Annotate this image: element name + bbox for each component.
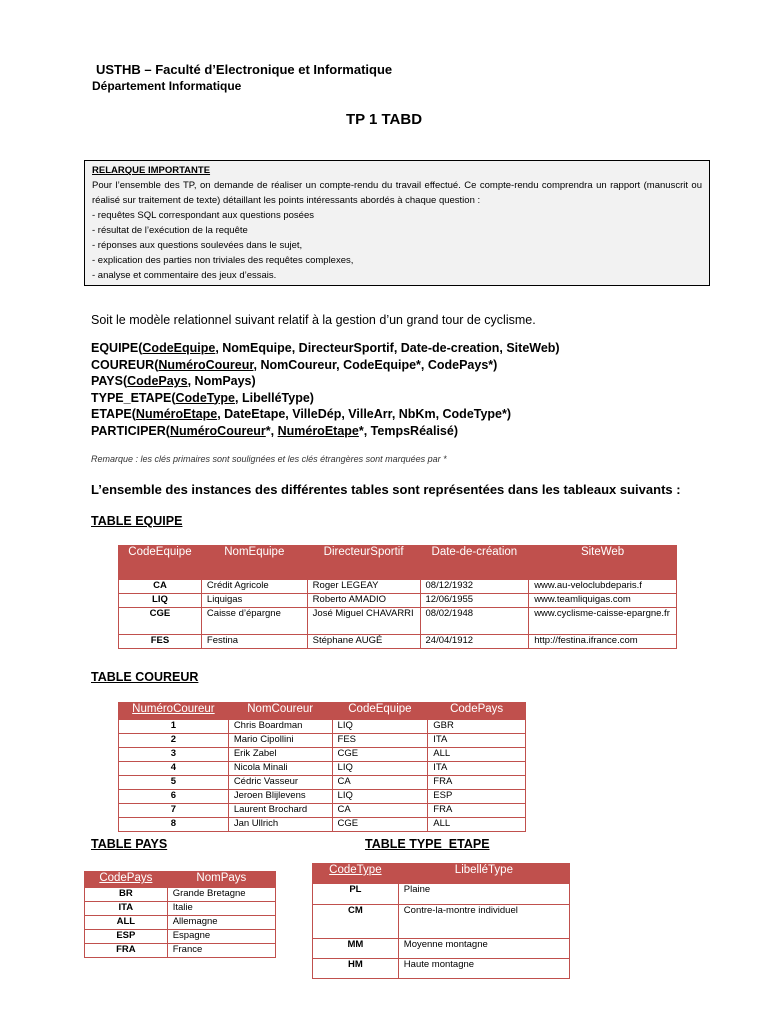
table-cell: CA bbox=[332, 804, 428, 818]
department-line: Département Informatique bbox=[92, 79, 242, 93]
schema-coureur bbox=[91, 357, 560, 374]
table-cell: FES bbox=[119, 635, 202, 649]
table-cell: 12/06/1955 bbox=[420, 594, 529, 608]
table-cell: Plaine bbox=[398, 884, 569, 905]
table-row bbox=[119, 748, 526, 762]
table-row bbox=[85, 888, 276, 902]
column-header: SiteWeb bbox=[529, 546, 677, 580]
table-row bbox=[313, 939, 570, 959]
column-header: CodeEquipe bbox=[119, 546, 202, 580]
relation-attributes: , LibelléType) bbox=[235, 390, 314, 405]
table-cell: LIQ bbox=[332, 720, 428, 734]
table-cell: FES bbox=[332, 734, 428, 748]
table-pays-label: TABLE PAYS bbox=[91, 837, 168, 851]
table-cell: MM bbox=[313, 939, 399, 959]
table-cell: José Miguel CHAVARRI bbox=[307, 608, 420, 635]
primary-key: NuméroEtape bbox=[135, 407, 218, 421]
table-cell: www.au-veloclubdeparis.f bbox=[529, 580, 677, 594]
remark-item: - explication des parties non triviales des requêtes complexes, bbox=[92, 255, 354, 266]
table-cell: FRA bbox=[428, 776, 526, 790]
relation-attributes: , NomEquipe, DirecteurSportif, Date-de-creation, SiteWeb) bbox=[215, 341, 560, 355]
column-header: CodeEquipe bbox=[332, 703, 428, 720]
faculty-line: USTHB – Faculté d’Electronique et Informatique bbox=[96, 62, 393, 77]
column-header: NuméroCoureur bbox=[119, 703, 229, 720]
table-row bbox=[119, 818, 526, 832]
table-cell: ITA bbox=[428, 734, 526, 748]
table-row bbox=[85, 902, 276, 916]
table-row bbox=[313, 884, 570, 905]
relation-attributes: , NomCoureur, CodeEquipe*, CodePays*) bbox=[253, 357, 498, 372]
table-cell: ALL bbox=[85, 916, 168, 930]
primary-key: NuméroEtape bbox=[277, 423, 359, 438]
schema-pays bbox=[91, 373, 560, 390]
document-title: TP 1 TABD bbox=[345, 111, 423, 128]
table-cell: Grande Bretagne bbox=[167, 888, 275, 902]
table-cell: 4 bbox=[119, 762, 229, 776]
table-cell: LIQ bbox=[332, 790, 428, 804]
table-cell: ALL bbox=[428, 818, 526, 832]
table-cell: 5 bbox=[119, 776, 229, 790]
table-equipe bbox=[118, 545, 677, 649]
table-header-row bbox=[313, 864, 570, 884]
intro-text: Soit le modèle relationnel suivant relatif à la gestion d’un grand tour de cyclisme. bbox=[91, 313, 536, 327]
table-equipe-label: TABLE EQUIPE bbox=[91, 514, 183, 528]
table-cell: GBR bbox=[428, 720, 526, 734]
column-header: NomPays bbox=[167, 872, 275, 888]
table-cell: Chris Boardman bbox=[228, 720, 332, 734]
table-type-etape bbox=[312, 863, 570, 979]
table-row bbox=[119, 734, 526, 748]
table-cell: Haute montagne bbox=[398, 959, 569, 979]
table-cell: 7 bbox=[119, 804, 229, 818]
schema-etape bbox=[91, 406, 560, 423]
tables-intro: L’ensemble des instances des différentes tables sont représentées dans les tableaux suivants : bbox=[91, 482, 681, 497]
table-cell: Stéphane AUGÉ bbox=[307, 635, 420, 649]
table-row bbox=[119, 594, 677, 608]
table-cell: Laurent Brochard bbox=[228, 804, 332, 818]
table-row bbox=[313, 905, 570, 939]
keys-note: Remarque : les clés primaires sont soulignées et les clés étrangères sont marquées par * bbox=[91, 454, 447, 464]
table-header-row bbox=[119, 703, 526, 720]
schema-type-etape bbox=[91, 390, 560, 407]
table-header-row bbox=[119, 546, 677, 580]
table-cell: LIQ bbox=[119, 594, 202, 608]
table-cell: Nicola Minali bbox=[228, 762, 332, 776]
table-cell: Jeroen Blijlevens bbox=[228, 790, 332, 804]
table-cell: http://festina.ifrance.com bbox=[529, 635, 677, 649]
table-row bbox=[119, 635, 677, 649]
column-header: DirecteurSportif bbox=[307, 546, 420, 580]
table-cell: PL bbox=[313, 884, 399, 905]
column-header: CodePays bbox=[85, 872, 168, 888]
table-cell: Roberto AMADIO bbox=[307, 594, 420, 608]
table-row bbox=[313, 959, 570, 979]
column-header: LibelléType bbox=[398, 864, 569, 884]
relation-attributes: , DateEtape, VilleDép, VilleArr, NbKm, CodeType*) bbox=[217, 407, 512, 421]
remark-item: - réponses aux questions soulevées dans le sujet, bbox=[92, 240, 303, 251]
table-row bbox=[119, 608, 677, 635]
table-cell: Cédric Vasseur bbox=[228, 776, 332, 790]
table-row bbox=[119, 580, 677, 594]
table-cell: Festina bbox=[201, 635, 307, 649]
table-cell: HM bbox=[313, 959, 399, 979]
table-cell: Mario Cipollini bbox=[228, 734, 332, 748]
table-pays bbox=[84, 871, 276, 958]
primary-key: CodeEquipe bbox=[142, 341, 216, 355]
table-cell: ALL bbox=[428, 748, 526, 762]
remark-paragraph: Pour l’ensemble des TP, on demande de réaliser un compte-rendu du travail effectué. Ce compte-rendu comprendra un rapport (manuscrit ou réalisé sur traitement de texte) détaillant les points intéressants abordés à chaque question : bbox=[92, 180, 702, 206]
table-cell: 6 bbox=[119, 790, 229, 804]
table-cell: FRA bbox=[85, 944, 168, 958]
table-cell: CGE bbox=[119, 608, 202, 635]
table-cell: CM bbox=[313, 905, 399, 939]
remark-item: - résultat de l’exécution de la requête bbox=[92, 225, 248, 236]
table-cell: 3 bbox=[119, 748, 229, 762]
table-cell: LIQ bbox=[332, 762, 428, 776]
table-cell: ITA bbox=[85, 902, 168, 916]
relation-name: ETAPE( bbox=[91, 407, 136, 421]
table-type-etape-label: TABLE TYPE_ETAPE bbox=[365, 837, 490, 851]
table-cell: France bbox=[167, 944, 275, 958]
table-cell: 8 bbox=[119, 818, 229, 832]
column-header: CodePays bbox=[428, 703, 526, 720]
table-cell: CGE bbox=[332, 818, 428, 832]
table-cell: 24/04/1912 bbox=[420, 635, 529, 649]
table-row bbox=[119, 720, 526, 734]
table-row bbox=[119, 762, 526, 776]
table-cell: CA bbox=[119, 580, 202, 594]
relation-name: TYPE_ETAPE( bbox=[91, 390, 176, 405]
relation-name: EQUIPE( bbox=[91, 341, 143, 355]
table-cell: FRA bbox=[428, 804, 526, 818]
primary-key: CodePays bbox=[127, 374, 188, 388]
table-cell: Espagne bbox=[167, 930, 275, 944]
table-cell: Erik Zabel bbox=[228, 748, 332, 762]
column-header: Date-de-création bbox=[420, 546, 529, 580]
relation-attributes: *, TempsRéalisé) bbox=[358, 423, 458, 438]
table-cell: Caisse d’épargne bbox=[201, 608, 307, 635]
schema-participer bbox=[91, 423, 560, 440]
table-cell: Italie bbox=[167, 902, 275, 916]
primary-key: NuméroCoureur bbox=[169, 423, 266, 438]
relation-attributes: , NomPays) bbox=[187, 374, 256, 388]
column-header: CodeType bbox=[313, 864, 399, 884]
relation-name: COUREUR( bbox=[91, 357, 159, 372]
table-cell: 08/02/1948 bbox=[420, 608, 529, 635]
remark-heading: RELARQUE IMPORTANTE bbox=[92, 165, 211, 176]
table-row bbox=[119, 790, 526, 804]
table-cell: ESP bbox=[428, 790, 526, 804]
table-row bbox=[85, 930, 276, 944]
table-cell: 08/12/1932 bbox=[420, 580, 529, 594]
relation-name: PAYS( bbox=[91, 374, 128, 388]
table-coureur bbox=[118, 702, 526, 832]
column-header: NomCoureur bbox=[228, 703, 332, 720]
table-row bbox=[119, 804, 526, 818]
table-row bbox=[85, 944, 276, 958]
table-cell: Roger LEGEAY bbox=[307, 580, 420, 594]
table-cell: Crédit Agricole bbox=[201, 580, 307, 594]
table-row bbox=[85, 916, 276, 930]
table-cell: www.teamliquigas.com bbox=[529, 594, 677, 608]
table-cell: 2 bbox=[119, 734, 229, 748]
table-header-row bbox=[85, 872, 276, 888]
table-cell: 1 bbox=[119, 720, 229, 734]
table-cell: BR bbox=[85, 888, 168, 902]
relational-schema bbox=[91, 340, 560, 439]
table-coureur-label: TABLE COUREUR bbox=[91, 670, 199, 684]
table-cell: CGE bbox=[332, 748, 428, 762]
table-cell: CA bbox=[332, 776, 428, 790]
table-cell: Moyenne montagne bbox=[398, 939, 569, 959]
table-cell: ESP bbox=[85, 930, 168, 944]
table-cell: Jan Ullrich bbox=[228, 818, 332, 832]
table-cell: ITA bbox=[428, 762, 526, 776]
primary-key: CodeType bbox=[175, 390, 236, 405]
schema-equipe bbox=[91, 340, 560, 357]
table-row bbox=[119, 776, 526, 790]
remark-item: - requêtes SQL correspondant aux questions posées bbox=[92, 210, 314, 221]
column-header: NomEquipe bbox=[201, 546, 307, 580]
remark-item: - analyse et commentaire des jeux d’essais. bbox=[92, 270, 277, 281]
table-cell: Contre-la-montre individuel bbox=[398, 905, 569, 939]
table-cell: Allemagne bbox=[167, 916, 275, 930]
table-cell: www.cyclisme-caisse-epargne.fr bbox=[529, 608, 677, 635]
table-cell: Liquigas bbox=[201, 594, 307, 608]
primary-key: NuméroCoureur bbox=[158, 357, 254, 372]
relation-attributes: *, bbox=[265, 423, 278, 438]
relation-name: PARTICIPER( bbox=[91, 423, 170, 438]
important-remark-box bbox=[84, 160, 710, 286]
